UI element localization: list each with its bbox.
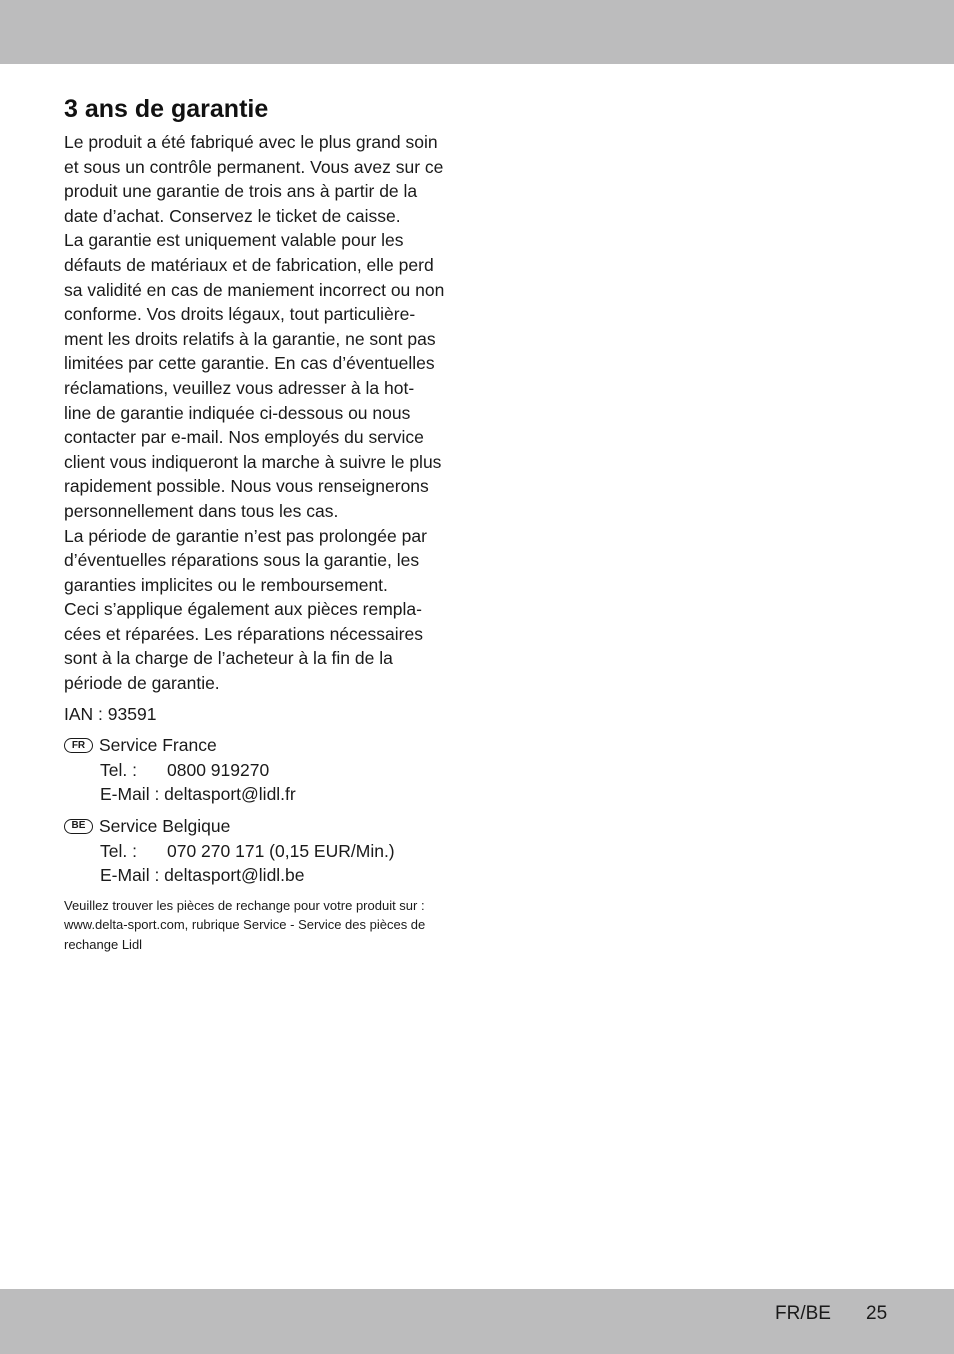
tel-number: 0800 919270 <box>167 759 270 780</box>
text-line: personnellement dans tous les cas. <box>64 500 339 521</box>
text-line: période de garantie. <box>64 673 220 694</box>
header-band <box>0 0 954 64</box>
text-line: Ceci s’applique également aux pièces rempla- <box>64 599 422 620</box>
text-line: ment les droits relatifs à la garantie, ne sont pas <box>64 328 436 349</box>
text-line: La garantie est uniquement valable pour les <box>64 230 404 251</box>
email-line: E-Mail : deltasport@lidl.fr <box>100 784 296 805</box>
text-line: La période de garantie n’est pas prolongée par <box>64 525 427 546</box>
text-line: garanties implicites ou le remboursement. <box>64 574 388 595</box>
service-title: Service France <box>99 735 217 756</box>
service-belgique <box>64 814 456 888</box>
text-line: sa validité en cas de maniement incorrect ou non <box>64 279 445 300</box>
text-line: limitées par cette garantie. En cas d’éventuelles <box>64 353 435 374</box>
text-line: et sous un contrôle permanent. Vous avez sur ce <box>64 156 444 177</box>
text-line: rapidement possible. Nous vous renseignerons <box>64 476 429 497</box>
warranty-section <box>64 92 456 954</box>
text-line: line de garantie indiquée ci-dessous ou nous <box>64 402 411 423</box>
ian-number: IAN : 93591 <box>64 703 157 724</box>
text-line: cées et réparées. Les réparations nécessaires <box>64 623 423 644</box>
tel-label: Tel. : <box>100 840 137 861</box>
text-line: Le produit a été fabriqué avec le plus grand soin <box>64 132 438 152</box>
service-title: Service Belgique <box>99 816 231 837</box>
country-badge-be: BE <box>64 819 93 834</box>
text-line: sont à la charge de l’acheteur à la fin de la <box>64 648 393 669</box>
warranty-text <box>64 130 456 696</box>
text-line: conforme. Vos droits légaux, tout particulière- <box>64 304 416 325</box>
page-number: 25 <box>866 1303 888 1324</box>
spare-parts-note <box>64 896 456 955</box>
note-line: rechange Lidl <box>64 936 143 952</box>
note-line: Veuillez trouver les pièces de rechange pour votre produit sur : <box>64 897 425 913</box>
tel-label: Tel. : <box>100 759 137 780</box>
text-line: défauts de matériaux et de fabrication, elle perd <box>64 254 434 275</box>
tel-number: 070 270 171 (0,15 EUR/Min.) <box>167 840 395 861</box>
country-badge-fr: FR <box>64 738 93 753</box>
note-line: www.delta-sport.com, rubrique Service - Service des pièces de <box>64 917 426 933</box>
text-line: contacter par e-mail. Nos employés du service <box>64 427 424 448</box>
page-title: 3 ans de garantie <box>64 95 269 123</box>
text-line: client vous indiqueront la marche à suivre le plus <box>64 451 442 472</box>
footer-language: FR/BE <box>775 1303 831 1324</box>
text-line: d’éventuelles réparations sous la garantie, les <box>64 550 420 571</box>
service-france <box>64 733 456 807</box>
text-line: réclamations, veuillez vous adresser à la hot- <box>64 377 415 398</box>
email-line: E-Mail : deltasport@lidl.be <box>100 865 305 886</box>
text-line: produit une garantie de trois ans à partir de la <box>64 181 418 202</box>
text-line: date d’achat. Conservez le ticket de caisse. <box>64 205 401 226</box>
